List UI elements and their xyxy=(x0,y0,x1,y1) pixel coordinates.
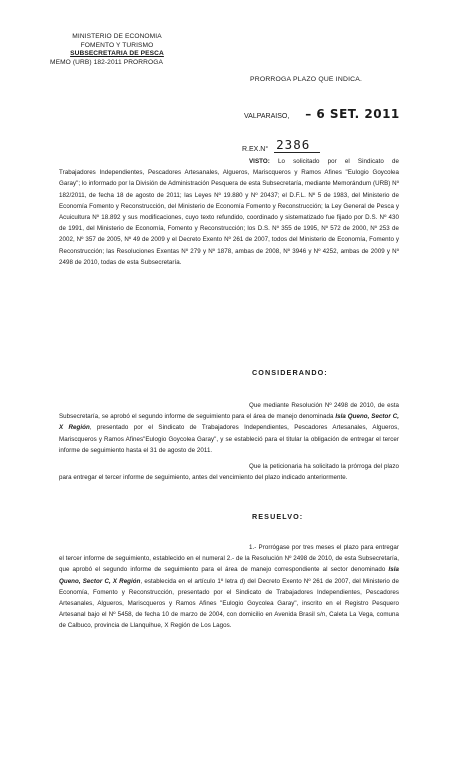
date-line xyxy=(244,107,400,121)
letterhead xyxy=(52,33,182,67)
resuelvo-p1-c: , establecida en el artículo 1º letra d) del Decreto Exento Nº 261 de 2007, del Ministerio de Economía, Fomento y Reconstrucción, presentado por el Sindicato de Trabajadores Independientes, Pescadores Artesanales, Algueros, Mariscqueros y Ramos Afines "Eulogio Goycolea Garay", inscrito en el Registro Pesquero Artesanal bajo el Nº 5458, de fecha 10 de marzo de 2004, con domicilio en Avenida Brasil s/n, Caleta La Vega, comuna de Calbuco, provincia de Llanquihue, X Región de Los Lagos. xyxy=(59,577,400,630)
considerando-paragraph-2 xyxy=(59,461,399,483)
document-title: PRORROGA PLAZO QUE INDICA. xyxy=(250,76,363,83)
place: VALPARAISO, xyxy=(244,113,290,120)
considerando-paragraph-1 xyxy=(59,400,399,456)
rex-label: R.EX.N° xyxy=(242,146,269,153)
rex-number: 2386 xyxy=(274,137,320,153)
visto-text: Lo solicitado por el Sindicato de Trabajadores Independientes, Pescadores Artesanales, Algueros, Mariscqueros y Ramos Afines "Eulogio Goycolea Garay"; lo informado por la División de Administración Pesquera de esta Subsecretaría, mediante Memorándum (URB) Nº 182/2011, de fecha 18 de agosto de 2011; las Leyes Nº 19.880 y Nº 20437; el D.F.L. Nº 5 de 1983, del Ministerio de Economía Fomento y Reconstrucción, del Ministerio de Economía Fomento y Reconstrucción; la Ley General de Pesca y Acuicultura Nº 18.892 y sus modificaciones, cuyo texto refundido, coordinado y sistematizado fue fijado por D.S. Nº 430 de 1991, del Ministerio de Economía, Fomento y Reconstrucción; los D.S. Nº 355 de 1995, Nº 572 de 2000, Nº 253 de 2002, Nº 357 de 2005, Nº 49 de 2009 y el Decreto Exento Nº 261 de 2007, todos del Ministerio de Economía, Fomento y Reconstrucción; las Resoluciones Exentas Nº 279 y Nº 1878, ambas de 2008, Nº 3946 y Nº 4252, ambas de 2009 y Nº 2498 de 2010, todas de esta Subsecretaría. xyxy=(59,158,400,266)
resolution-number-line xyxy=(242,137,320,153)
resuelvo-paragraph-1 xyxy=(59,542,399,632)
ministry-name: MINISTERIO DE ECONOMIA xyxy=(72,33,162,40)
resuelvo-p1-a: 1.- Prorrógase por tres meses el plazo para entregar el tercer informe de seguimiento, establecido en el numeral 2.- de la Resolución Nº 2498 de 2010, de esta Subsecretaría, que aprobó el segundo informe de seguimiento para el área de manejo correspondiente al sector denominado xyxy=(59,544,399,574)
considerando-p1-area: Isla Queno, Sector C, X Región xyxy=(59,413,399,432)
resuelvo-p1-area: Isla Queno, Sector C, X Región xyxy=(59,566,399,585)
considerando-p2: Que la peticionaria ha solicitado la prórroga del plazo para entregar el tercer informe de seguimiento, antes del vencimiento del plazo indicado anteriormente. xyxy=(59,463,399,482)
visto-paragraph xyxy=(59,156,399,268)
visto-lead: VISTO: xyxy=(249,158,270,165)
considerando-p1-a: Que mediante Resolución Nº 2498 de 2010, de esta Subsecretaría, se aprobó el segundo informe de seguimiento para el área de manejo denominada xyxy=(59,402,399,421)
subsecretaria-name: SUBSECRETARIA DE PESCA xyxy=(70,50,164,58)
considerando-p1-c: , presentado por el Sindicato de Trabajadores Independientes, Pescadores Artesanales, Algueros, Mariscqueros y Ramos Afines"Eulogio Goycolea Garay", y se estableció para el titular la obligación de entregar el tercer informe de seguimiento hasta el 31 de agosto de 2011. xyxy=(59,424,399,454)
stamp-date: – 6 SET. 2011 xyxy=(305,107,400,121)
resuelvo-heading: RESUELVO: xyxy=(252,512,304,521)
ministry-name-2: FOMENTO Y TURISMO xyxy=(80,41,154,49)
considerando-heading: CONSIDERANDO: xyxy=(252,368,328,377)
memo-reference: MEMO (URB) 182-2011 PRORROGA xyxy=(50,58,163,66)
